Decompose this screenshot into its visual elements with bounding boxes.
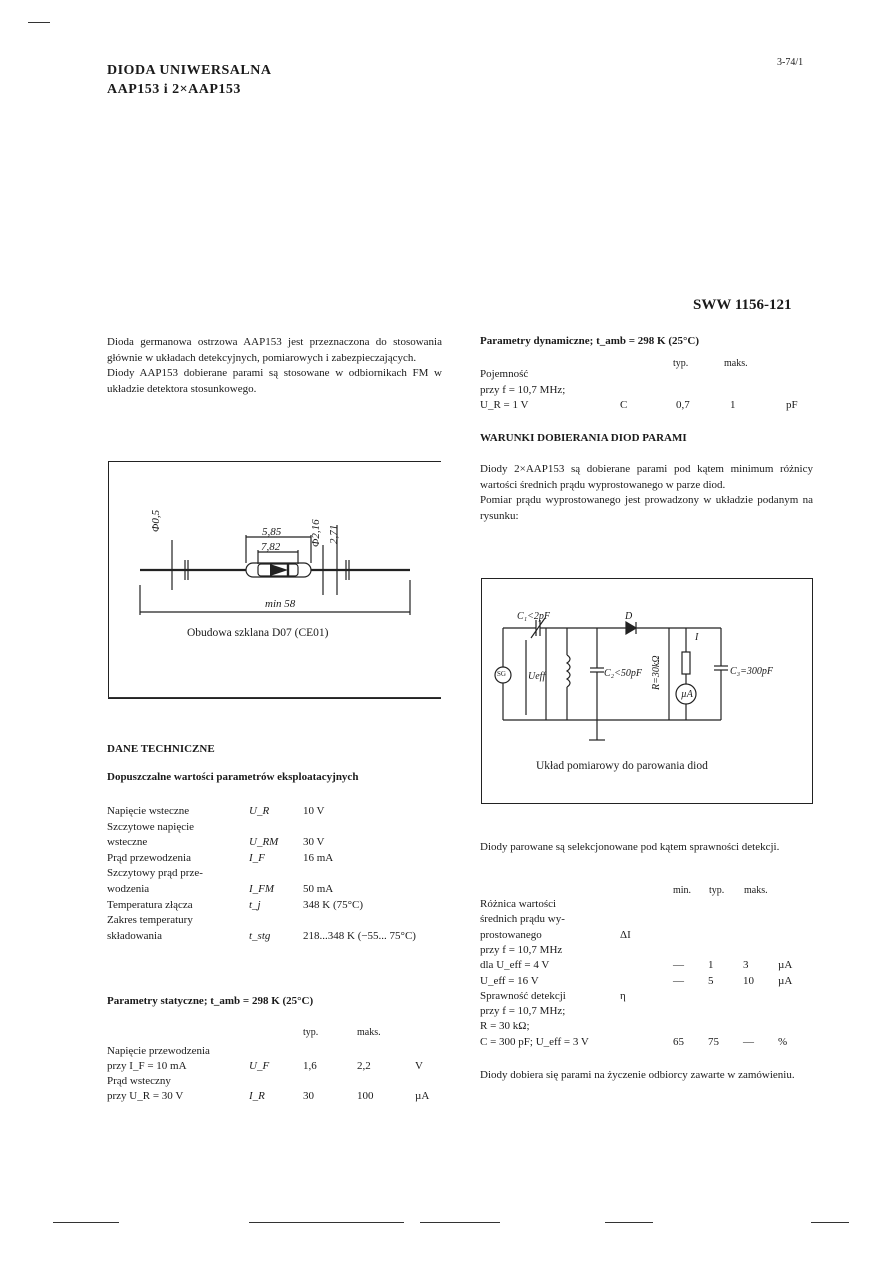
pairing-typ: 75 bbox=[708, 1035, 719, 1048]
pairing-row bbox=[480, 1005, 820, 1020]
dynamic-col-typ: typ. bbox=[673, 358, 689, 369]
pairing-row bbox=[480, 898, 820, 913]
package-caption: Obudowa szklana D07 (CE01) bbox=[187, 627, 329, 639]
limit-value: 50 mA bbox=[303, 883, 334, 895]
limit-sym: U_R bbox=[249, 805, 270, 817]
pairing-sym: η bbox=[620, 989, 626, 1002]
pairing-heading: WARUNKI DOBIERANIA DIOD PARAMI bbox=[480, 432, 687, 444]
dynamic-row bbox=[480, 384, 820, 399]
label-resistor: R=30kΩ bbox=[651, 655, 662, 690]
tech-heading: DANE TECHNICZNE bbox=[107, 743, 215, 755]
dynamic-row bbox=[480, 399, 820, 414]
limit-sym: I_FM bbox=[249, 883, 275, 895]
static-row bbox=[107, 1075, 447, 1090]
pairing-row bbox=[480, 990, 820, 1005]
pairing-min: — bbox=[673, 959, 684, 972]
pairing-max: — bbox=[743, 1035, 754, 1048]
static-row bbox=[107, 1090, 447, 1105]
static-row bbox=[107, 1060, 447, 1075]
footer-rule-mid2 bbox=[420, 1222, 500, 1223]
dim-body-length: 5,85 bbox=[262, 526, 282, 538]
intro-text bbox=[107, 335, 442, 397]
static-max: 100 bbox=[357, 1090, 374, 1102]
footer-rule-right bbox=[811, 1222, 849, 1223]
label-c2: C₂<50pF bbox=[604, 668, 643, 679]
limit-name: Zakres temperatury bbox=[107, 914, 193, 927]
pairing-row bbox=[480, 929, 820, 944]
limit-sym: t_j bbox=[249, 898, 261, 911]
dim-total-length: min 58 bbox=[265, 598, 296, 610]
page-reference: 3-74/1 bbox=[777, 57, 804, 68]
intro-paragraph-2: Diody AAP153 dobierane parami są stosowane w odbiornikach FM w układzie detektora stosunkowego. bbox=[107, 367, 442, 395]
label-ueff: Ueff bbox=[528, 671, 546, 682]
limit-value: 348 K (75°C) bbox=[303, 898, 364, 911]
static-name: przy U_R = 30 V bbox=[107, 1090, 184, 1102]
static-heading: Parametry statyczne; t_amb = 298 K (25°C) bbox=[107, 995, 314, 1007]
dynamic-unit: pF bbox=[786, 399, 798, 411]
limit-name: Napięcie wsteczne bbox=[107, 805, 190, 817]
doc-title-line1: DIODA UNIWERSALNA bbox=[107, 63, 272, 78]
dynamic-name: Pojemność bbox=[480, 368, 529, 380]
pairing-row bbox=[480, 1020, 820, 1035]
pairing-name: przy f = 10,7 MHz; bbox=[480, 1005, 566, 1018]
pairing-min: 65 bbox=[673, 1035, 684, 1048]
figure-bottom-rule bbox=[108, 697, 441, 698]
pairing-name: przy f = 10,7 MHz bbox=[480, 943, 563, 956]
static-typ: 30 bbox=[303, 1090, 314, 1102]
limit-row bbox=[107, 914, 447, 929]
limit-row bbox=[107, 852, 447, 867]
limit-value: 10 V bbox=[303, 805, 325, 817]
limits-heading: Dopuszczalne wartości parametrów eksploatacyjnych bbox=[107, 771, 359, 783]
dynamic-typ: 0,7 bbox=[676, 399, 690, 411]
dynamic-row bbox=[480, 368, 820, 383]
scan-mark bbox=[28, 22, 50, 23]
pairing-name: prostowanego bbox=[480, 928, 542, 941]
static-unit: µA bbox=[415, 1090, 430, 1102]
pairing-unit: µA bbox=[778, 974, 793, 987]
limit-name: Prąd przewodzenia bbox=[107, 851, 191, 864]
pairing-paragraph-2: Pomiar prądu wyprostowanego jest prowadzony w układzie podanym na rysunku: bbox=[480, 494, 813, 522]
dim-glass-diameter: 2,71 bbox=[328, 524, 340, 544]
footer-rule-left bbox=[53, 1222, 119, 1223]
pairing-paragraph-1: Diody 2×AAP153 są dobierane parami pod kątem minimum różnicy wartości średnich prądu wyprostowanego w parze diod. bbox=[480, 463, 813, 491]
limit-row bbox=[107, 899, 447, 914]
pairing-row bbox=[480, 944, 820, 959]
limit-name: Temperatura złącza bbox=[107, 898, 193, 911]
pairing-col-min: min. bbox=[673, 885, 692, 896]
label-microammeter: µA bbox=[681, 689, 693, 700]
label-c3: C₃=300pF bbox=[730, 666, 774, 677]
footer-rule-mid3 bbox=[605, 1222, 653, 1223]
limit-row bbox=[107, 883, 447, 898]
intro-paragraph-1: Dioda germanowa ostrzowa AAP153 jest przeznaczona do stosowania głównie w układach detekcyjnych, pomiarowych i zabezpieczających. bbox=[107, 336, 442, 364]
pairing-max: 10 bbox=[743, 974, 754, 987]
pairing-row bbox=[480, 1036, 820, 1051]
limit-row bbox=[107, 836, 447, 851]
static-sym: U_F bbox=[249, 1060, 270, 1072]
pairing-name: średnich prądu wy- bbox=[480, 913, 565, 926]
pairing-name: C = 300 pF; U_eff = 3 V bbox=[480, 1035, 589, 1048]
pairing-col-max: maks. bbox=[744, 885, 768, 896]
limit-row bbox=[107, 821, 447, 836]
static-unit: V bbox=[415, 1060, 423, 1072]
limit-value: 16 mA bbox=[303, 851, 334, 864]
label-c1: C₁<2pF bbox=[517, 611, 551, 622]
pairing-row bbox=[480, 975, 820, 990]
dynamic-name: U_R = 1 V bbox=[480, 399, 529, 411]
dim-glass-length: 7,82 bbox=[261, 541, 281, 553]
limit-name: Szczytowe napięcie bbox=[107, 820, 195, 833]
static-max: 2,2 bbox=[357, 1060, 371, 1072]
pairing-sym: ΔI bbox=[620, 928, 631, 941]
pairing-typ: 1 bbox=[708, 959, 714, 972]
circuit-caption: Układ pomiarowy do parowania diod bbox=[536, 760, 708, 772]
static-row bbox=[107, 1045, 447, 1060]
limit-name: składowania bbox=[107, 929, 162, 942]
footer-rule-mid1 bbox=[249, 1222, 404, 1223]
pairing-max: 3 bbox=[743, 959, 749, 972]
dynamic-heading: Parametry dynamiczne; t_amb = 298 K (25°C) bbox=[480, 335, 700, 347]
static-sym: I_R bbox=[249, 1090, 265, 1102]
static-name: przy I_F = 10 mA bbox=[107, 1060, 187, 1072]
pairing-col-typ: typ. bbox=[709, 885, 725, 896]
static-name: Prąd wsteczny bbox=[107, 1075, 171, 1087]
limit-name: Szczytowy prąd prze- bbox=[107, 867, 203, 880]
static-col-max: maks. bbox=[357, 1027, 381, 1038]
label-current: I bbox=[695, 632, 699, 643]
dim-body-diameter: Φ2,16 bbox=[310, 519, 322, 547]
doc-title-line2: AAP153 i 2×AAP153 bbox=[107, 82, 241, 97]
limit-row bbox=[107, 930, 447, 945]
selected-note: Diody parowane są selekcjonowane pod kątem sprawności detekcji. bbox=[480, 841, 780, 853]
static-typ: 1,6 bbox=[303, 1060, 317, 1072]
limit-name: wsteczne bbox=[107, 836, 148, 849]
limit-row bbox=[107, 805, 447, 820]
label-generator: SG bbox=[497, 670, 506, 678]
pairing-unit: % bbox=[778, 1035, 788, 1048]
static-name: Napięcie przewodzenia bbox=[107, 1045, 210, 1057]
limit-sym: t_stg bbox=[249, 929, 271, 942]
order-note: Diody dobiera się parami na życzenie odbiorcy zawarte w zamówieniu. bbox=[480, 1069, 795, 1081]
pairing-name: Różnica wartości bbox=[480, 898, 557, 910]
limit-value: 218...348 K (−55... 75°C) bbox=[303, 929, 416, 942]
dynamic-col-max: maks. bbox=[724, 358, 748, 369]
limit-name: wodzenia bbox=[107, 883, 150, 895]
limit-row bbox=[107, 867, 447, 882]
static-col-typ: typ. bbox=[303, 1027, 319, 1038]
dynamic-max: 1 bbox=[730, 399, 736, 411]
pairing-typ: 5 bbox=[708, 974, 714, 987]
pairing-name: dla U_eff = 4 V bbox=[480, 959, 550, 972]
standard-number: SWW 1156-121 bbox=[693, 297, 792, 313]
limit-value: 30 V bbox=[303, 836, 325, 849]
pairing-name: U_eff = 16 V bbox=[480, 974, 539, 987]
pairing-name: Sprawność detekcji bbox=[480, 989, 566, 1002]
dynamic-name: przy f = 10,7 MHz; bbox=[480, 383, 566, 396]
pairing-text bbox=[480, 462, 813, 524]
limit-sym: I_F bbox=[249, 851, 265, 864]
limit-sym: U_RM bbox=[249, 836, 279, 849]
pairing-unit: µA bbox=[778, 959, 793, 972]
pairing-name: R = 30 kΩ; bbox=[480, 1020, 530, 1033]
pairing-min: — bbox=[673, 974, 684, 987]
label-diode: D bbox=[625, 611, 633, 622]
pairing-row bbox=[480, 959, 820, 974]
dim-wire-diameter: Φ0,5 bbox=[150, 509, 162, 532]
dynamic-sym: C bbox=[620, 399, 628, 411]
pairing-row bbox=[480, 913, 820, 928]
